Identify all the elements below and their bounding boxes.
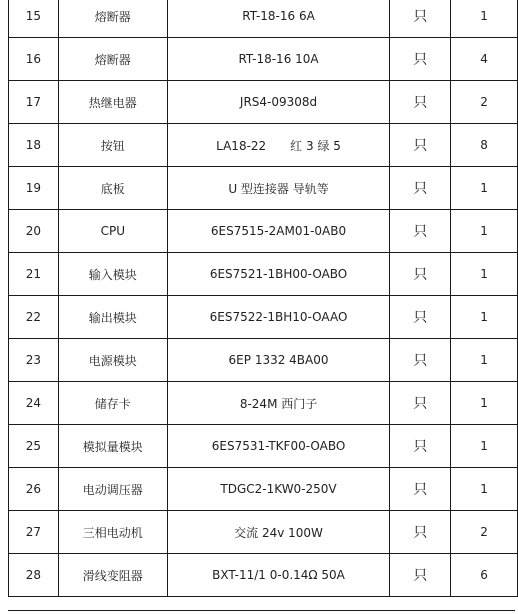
- cell-item-name: 三相电动机: [58, 511, 167, 554]
- cell-quantity: 1: [451, 167, 518, 210]
- table-row: [9, 38, 518, 81]
- cell-number: 28: [9, 554, 59, 597]
- cell-number: 17: [9, 81, 59, 124]
- cell-number: 19: [9, 167, 59, 210]
- cell-unit: 只: [390, 167, 451, 210]
- cell-item-name: CPU: [58, 210, 167, 253]
- cell-item-name: 模拟量模块: [58, 425, 167, 468]
- cell-quantity: 1: [451, 210, 518, 253]
- cell-item-name: 电动调压器: [58, 468, 167, 511]
- cell-number: 25: [9, 425, 59, 468]
- cell-item-name: 滑线变阻器: [58, 554, 167, 597]
- cell-number: 18: [9, 124, 59, 167]
- parts-table: [8, 0, 518, 597]
- cell-unit: 只: [390, 382, 451, 425]
- cell-quantity: 1: [451, 296, 518, 339]
- cell-quantity: 1: [451, 382, 518, 425]
- cell-item-name: 热继电器: [58, 81, 167, 124]
- cell-number: 20: [9, 210, 59, 253]
- table-row: [9, 425, 518, 468]
- cell-item-name: 熔断器: [58, 38, 167, 81]
- cell-number: 23: [9, 339, 59, 382]
- cell-specification: 交流 24v 100W: [167, 511, 390, 554]
- cell-specification: RT-18-16 6A: [167, 0, 390, 38]
- cell-number: 24: [9, 382, 59, 425]
- cell-specification: JRS4-09308d: [167, 81, 390, 124]
- table-row: [9, 339, 518, 382]
- cell-number: 21: [9, 253, 59, 296]
- cell-unit: 只: [390, 210, 451, 253]
- cell-item-name: 底板: [58, 167, 167, 210]
- table-row: [9, 124, 518, 167]
- next-row-edge: [8, 610, 515, 614]
- cell-specification: U 型连接器 导轨等: [167, 167, 390, 210]
- parts-table-body: [9, 0, 518, 597]
- cell-number: 27: [9, 511, 59, 554]
- cell-number: 16: [9, 38, 59, 81]
- table-row: [9, 210, 518, 253]
- cell-number: 22: [9, 296, 59, 339]
- cell-unit: 只: [390, 124, 451, 167]
- cell-quantity: 1: [451, 425, 518, 468]
- cell-specification: BXT-11/1 0-0.14Ω 50A: [167, 554, 390, 597]
- table-row: [9, 253, 518, 296]
- cell-unit: 只: [390, 554, 451, 597]
- cell-unit: 只: [390, 468, 451, 511]
- table-row: [9, 167, 518, 210]
- table-row: [9, 296, 518, 339]
- cell-quantity: 1: [451, 468, 518, 511]
- cell-unit: 只: [390, 0, 451, 38]
- cell-item-name: 输出模块: [58, 296, 167, 339]
- cell-unit: 只: [390, 38, 451, 81]
- table-row: [9, 0, 518, 38]
- cell-specification: 6EP 1332 4BA00: [167, 339, 390, 382]
- cell-quantity: 2: [451, 81, 518, 124]
- cell-number: 26: [9, 468, 59, 511]
- cell-specification: 6ES7531-TKF00-OABO: [167, 425, 390, 468]
- parts-table-container: [8, 0, 518, 597]
- cell-unit: 只: [390, 296, 451, 339]
- cell-unit: 只: [390, 511, 451, 554]
- cell-unit: 只: [390, 425, 451, 468]
- cell-quantity: 4: [451, 38, 518, 81]
- cell-specification: 6ES7521-1BH00-OABO: [167, 253, 390, 296]
- cell-specification: LA18-22 红 3 绿 5: [167, 124, 390, 167]
- cell-unit: 只: [390, 81, 451, 124]
- cell-quantity: 8: [451, 124, 518, 167]
- cell-unit: 只: [390, 253, 451, 296]
- cell-number: 15: [9, 0, 59, 38]
- cell-specification: 6ES7522-1BH10-OAAO: [167, 296, 390, 339]
- cell-quantity: 2: [451, 511, 518, 554]
- table-row: [9, 511, 518, 554]
- cell-quantity: 1: [451, 0, 518, 38]
- cell-item-name: 储存卡: [58, 382, 167, 425]
- cell-specification: 8-24M 西门子: [167, 382, 390, 425]
- cell-item-name: 电源模块: [58, 339, 167, 382]
- cell-quantity: 1: [451, 253, 518, 296]
- cell-item-name: 按钮: [58, 124, 167, 167]
- cell-quantity: 6: [451, 554, 518, 597]
- cell-item-name: 输入模块: [58, 253, 167, 296]
- cell-specification: RT-18-16 10A: [167, 38, 390, 81]
- cell-item-name: 熔断器: [58, 0, 167, 38]
- table-row: [9, 382, 518, 425]
- cell-specification: TDGC2-1KW0-250V: [167, 468, 390, 511]
- cell-unit: 只: [390, 339, 451, 382]
- table-row: [9, 468, 518, 511]
- cell-quantity: 1: [451, 339, 518, 382]
- table-row: [9, 554, 518, 597]
- table-row: [9, 81, 518, 124]
- cell-specification: 6ES7515-2AM01-0AB0: [167, 210, 390, 253]
